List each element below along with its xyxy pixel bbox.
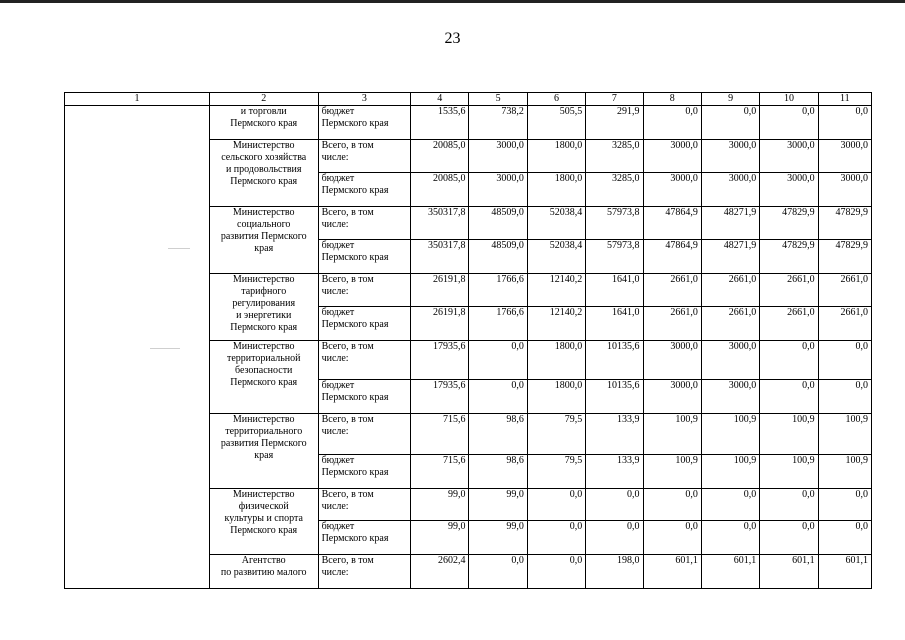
value-cell: 2661,0	[701, 307, 759, 341]
value-cell: 3000,0	[818, 173, 871, 207]
budget-level-line: Пермского края	[321, 533, 389, 544]
budget-level-line: Всего, в том	[321, 489, 374, 500]
organization-cell	[209, 274, 318, 341]
value-cell: 12140,2	[527, 274, 585, 307]
value-cell: 10135,6	[586, 380, 643, 414]
budget-level-cell	[318, 240, 411, 274]
budget-level-line: Пермского края	[321, 319, 389, 330]
first-column-cell	[65, 106, 210, 589]
value-cell: 198,0	[586, 555, 643, 589]
organization-name-line: Пермского края	[230, 176, 298, 187]
budget-table	[64, 92, 872, 589]
value-cell: 100,9	[760, 455, 818, 489]
value-cell: 2661,0	[818, 307, 871, 341]
value-cell: 98,6	[469, 414, 527, 455]
value-cell: 1641,0	[586, 274, 643, 307]
value-cell: 133,9	[586, 455, 643, 489]
value-cell: 2661,0	[760, 274, 818, 307]
value-cell: 505,5	[527, 106, 585, 140]
budget-level-line: числе:	[321, 353, 349, 364]
organization-name-line: края	[254, 450, 274, 461]
column-header: 11	[818, 93, 871, 106]
value-cell: 1766,6	[469, 307, 527, 341]
budget-level-cell	[318, 455, 411, 489]
budget-level-line: Пермского края	[321, 392, 389, 403]
value-cell: 52038,4	[527, 240, 585, 274]
value-cell: 100,9	[818, 455, 871, 489]
organization-name-line: Министерство	[232, 207, 295, 218]
budget-level-cell	[318, 274, 411, 307]
value-cell: 133,9	[586, 414, 643, 455]
organization-name-line: развития Пермского	[220, 231, 307, 242]
organization-name-line: Министерство	[232, 341, 295, 352]
value-cell: 601,1	[701, 555, 759, 589]
value-cell: 0,0	[818, 341, 871, 380]
value-cell: 0,0	[818, 489, 871, 521]
budget-level-line: бюджет	[321, 521, 355, 532]
organization-name-line: Пермского края	[230, 322, 298, 333]
value-cell: 0,0	[586, 521, 643, 555]
value-cell: 2661,0	[701, 274, 759, 307]
organization-name-line: по развитию малого	[220, 567, 307, 578]
value-cell: 100,9	[643, 455, 701, 489]
value-cell: 3000,0	[818, 140, 871, 173]
budget-level-line: Всего, в том	[321, 274, 374, 285]
value-cell: 3285,0	[586, 140, 643, 173]
organization-name-line: развития Пермского	[220, 438, 307, 449]
organization-name-line: Пермского края	[230, 377, 298, 388]
column-header: 1	[65, 93, 210, 106]
budget-level-cell	[318, 173, 411, 207]
budget-level-cell	[318, 414, 411, 455]
budget-level-line: числе:	[321, 426, 349, 437]
value-cell: 3000,0	[469, 140, 527, 173]
value-cell: 57973,8	[586, 240, 643, 274]
value-cell: 0,0	[818, 380, 871, 414]
value-cell: 0,0	[818, 521, 871, 555]
organization-name-line: территориального	[225, 426, 303, 437]
value-cell: 0,0	[818, 106, 871, 140]
value-cell: 26191,8	[411, 274, 469, 307]
budget-level-cell	[318, 489, 411, 521]
value-cell: 3285,0	[586, 173, 643, 207]
value-cell: 100,9	[701, 455, 759, 489]
value-cell: 0,0	[643, 489, 701, 521]
value-cell: 0,0	[469, 341, 527, 380]
organization-name-line: безопасности	[235, 365, 293, 376]
budget-level-line: Всего, в том	[321, 140, 374, 151]
budget-level-line: числе:	[321, 219, 349, 230]
organization-name-line: Агентство	[241, 555, 286, 566]
budget-level-line: бюджет	[321, 380, 355, 391]
value-cell: 0,0	[760, 106, 818, 140]
budget-level-line: Всего, в том	[321, 207, 374, 218]
value-cell: 100,9	[643, 414, 701, 455]
value-cell: 0,0	[760, 341, 818, 380]
organization-name-line: Министерство	[232, 140, 295, 151]
value-cell: 0,0	[701, 521, 759, 555]
value-cell: 715,6	[411, 455, 469, 489]
budget-level-cell	[318, 341, 411, 380]
column-header: 7	[586, 93, 643, 106]
value-cell: 0,0	[469, 380, 527, 414]
value-cell: 3000,0	[643, 341, 701, 380]
value-cell: 1535,6	[411, 106, 469, 140]
value-cell: 10135,6	[586, 341, 643, 380]
value-cell: 99,0	[469, 521, 527, 555]
organization-name-line: культуры и спорта	[224, 513, 303, 524]
value-cell: 0,0	[701, 106, 759, 140]
budget-level-line: числе:	[321, 501, 349, 512]
value-cell: 350317,8	[411, 240, 469, 274]
value-cell: 3000,0	[701, 173, 759, 207]
budget-level-line: бюджет	[321, 240, 355, 251]
budget-level-line: числе:	[321, 567, 349, 578]
column-header: 2	[209, 93, 318, 106]
budget-level-cell	[318, 307, 411, 341]
value-cell: 47829,9	[760, 240, 818, 274]
value-cell: 738,2	[469, 106, 527, 140]
column-header: 4	[411, 93, 469, 106]
budget-level-cell	[318, 106, 411, 140]
budget-level-line: Всего, в том	[321, 341, 374, 352]
value-cell: 1641,0	[586, 307, 643, 341]
value-cell: 0,0	[643, 106, 701, 140]
value-cell: 1800,0	[527, 341, 585, 380]
value-cell: 26191,8	[411, 307, 469, 341]
budget-level-line: Пермского края	[321, 467, 389, 478]
column-header: 3	[318, 93, 411, 106]
value-cell: 79,5	[527, 455, 585, 489]
organization-cell	[209, 106, 318, 140]
organization-name-line: Пермского края	[230, 118, 298, 129]
value-cell: 57973,8	[586, 207, 643, 240]
organization-name-line: территориальной	[226, 353, 301, 364]
column-header: 8	[643, 93, 701, 106]
value-cell: 48271,9	[701, 240, 759, 274]
budget-level-cell	[318, 207, 411, 240]
value-cell: 2661,0	[760, 307, 818, 341]
value-cell: 99,0	[411, 521, 469, 555]
value-cell: 0,0	[760, 521, 818, 555]
value-cell: 3000,0	[760, 140, 818, 173]
value-cell: 99,0	[411, 489, 469, 521]
value-cell: 3000,0	[701, 380, 759, 414]
header-row	[65, 93, 872, 106]
organization-cell	[209, 555, 318, 589]
value-cell: 715,6	[411, 414, 469, 455]
value-cell: 601,1	[818, 555, 871, 589]
value-cell: 0,0	[469, 555, 527, 589]
value-cell: 47829,9	[818, 240, 871, 274]
column-header: 9	[701, 93, 759, 106]
budget-level-line: бюджет	[321, 455, 355, 466]
organization-name-line: края	[254, 243, 274, 254]
value-cell: 17935,6	[411, 341, 469, 380]
budget-level-line: бюджет	[321, 106, 355, 117]
value-cell: 1800,0	[527, 173, 585, 207]
organization-name-line: Пермского края	[230, 525, 298, 536]
organization-name-line: физической	[238, 501, 289, 512]
value-cell: 601,1	[643, 555, 701, 589]
value-cell: 100,9	[760, 414, 818, 455]
page-top-edge	[0, 0, 905, 3]
value-cell: 20085,0	[411, 173, 469, 207]
organization-name-line: тарифного	[241, 286, 287, 297]
value-cell: 100,9	[818, 414, 871, 455]
value-cell: 99,0	[469, 489, 527, 521]
budget-level-line: Пермского края	[321, 118, 389, 129]
value-cell: 17935,6	[411, 380, 469, 414]
value-cell: 2661,0	[643, 274, 701, 307]
value-cell: 52038,4	[527, 207, 585, 240]
budget-level-line: числе:	[321, 286, 349, 297]
value-cell: 0,0	[527, 489, 585, 521]
organization-name-line: регулирования	[232, 298, 296, 309]
value-cell: 3000,0	[701, 140, 759, 173]
value-cell: 1800,0	[527, 140, 585, 173]
value-cell: 47829,9	[760, 207, 818, 240]
organization-name-line: Министерство	[232, 414, 295, 425]
table-row	[65, 106, 872, 140]
organization-name-line: Министерство	[232, 274, 295, 285]
value-cell: 0,0	[760, 489, 818, 521]
organization-name-line: и энергетики	[236, 310, 292, 321]
value-cell: 0,0	[586, 489, 643, 521]
value-cell: 350317,8	[411, 207, 469, 240]
value-cell: 2661,0	[818, 274, 871, 307]
value-cell: 48509,0	[469, 207, 527, 240]
organization-cell	[209, 414, 318, 489]
column-header: 10	[760, 93, 818, 106]
page-number: 23	[444, 30, 461, 47]
budget-level-cell	[318, 521, 411, 555]
budget-level-line: числе:	[321, 152, 349, 163]
organization-name-line: сельского хозяйства	[221, 152, 307, 163]
organization-cell	[209, 489, 318, 555]
organization-name-line: и продовольствия	[225, 164, 302, 175]
organization-name-line: и торговли	[240, 106, 287, 117]
value-cell: 0,0	[527, 555, 585, 589]
value-cell: 3000,0	[643, 140, 701, 173]
value-cell: 1766,6	[469, 274, 527, 307]
value-cell: 47864,9	[643, 207, 701, 240]
value-cell: 3000,0	[701, 341, 759, 380]
budget-level-line: бюджет	[321, 173, 355, 184]
value-cell: 0,0	[760, 380, 818, 414]
value-cell: 2602,4	[411, 555, 469, 589]
value-cell: 0,0	[527, 521, 585, 555]
column-header: 6	[527, 93, 585, 106]
value-cell: 100,9	[701, 414, 759, 455]
budget-level-line: бюджет	[321, 307, 355, 318]
table-body	[65, 106, 872, 589]
value-cell: 79,5	[527, 414, 585, 455]
value-cell: 98,6	[469, 455, 527, 489]
value-cell: 2661,0	[643, 307, 701, 341]
value-cell: 1800,0	[527, 380, 585, 414]
value-cell: 3000,0	[760, 173, 818, 207]
organization-name-line: Министерство	[232, 489, 295, 500]
value-cell: 47864,9	[643, 240, 701, 274]
value-cell: 3000,0	[643, 173, 701, 207]
budget-level-line: Всего, в том	[321, 414, 374, 425]
value-cell: 48509,0	[469, 240, 527, 274]
value-cell: 3000,0	[469, 173, 527, 207]
value-cell: 0,0	[701, 489, 759, 521]
budget-level-cell	[318, 140, 411, 173]
value-cell: 3000,0	[643, 380, 701, 414]
value-cell: 12140,2	[527, 307, 585, 341]
organization-cell	[209, 140, 318, 207]
budget-level-line: Всего, в том	[321, 555, 374, 566]
value-cell: 48271,9	[701, 207, 759, 240]
column-header: 5	[469, 93, 527, 106]
value-cell: 47829,9	[818, 207, 871, 240]
budget-level-line: Пермского края	[321, 185, 389, 196]
budget-level-cell	[318, 555, 411, 589]
organization-cell	[209, 207, 318, 274]
budget-level-line: Пермского края	[321, 252, 389, 263]
organization-cell	[209, 341, 318, 414]
value-cell: 0,0	[643, 521, 701, 555]
organization-name-line: социального	[237, 219, 291, 230]
budget-level-cell	[318, 380, 411, 414]
value-cell: 291,9	[586, 106, 643, 140]
value-cell: 20085,0	[411, 140, 469, 173]
value-cell: 601,1	[760, 555, 818, 589]
